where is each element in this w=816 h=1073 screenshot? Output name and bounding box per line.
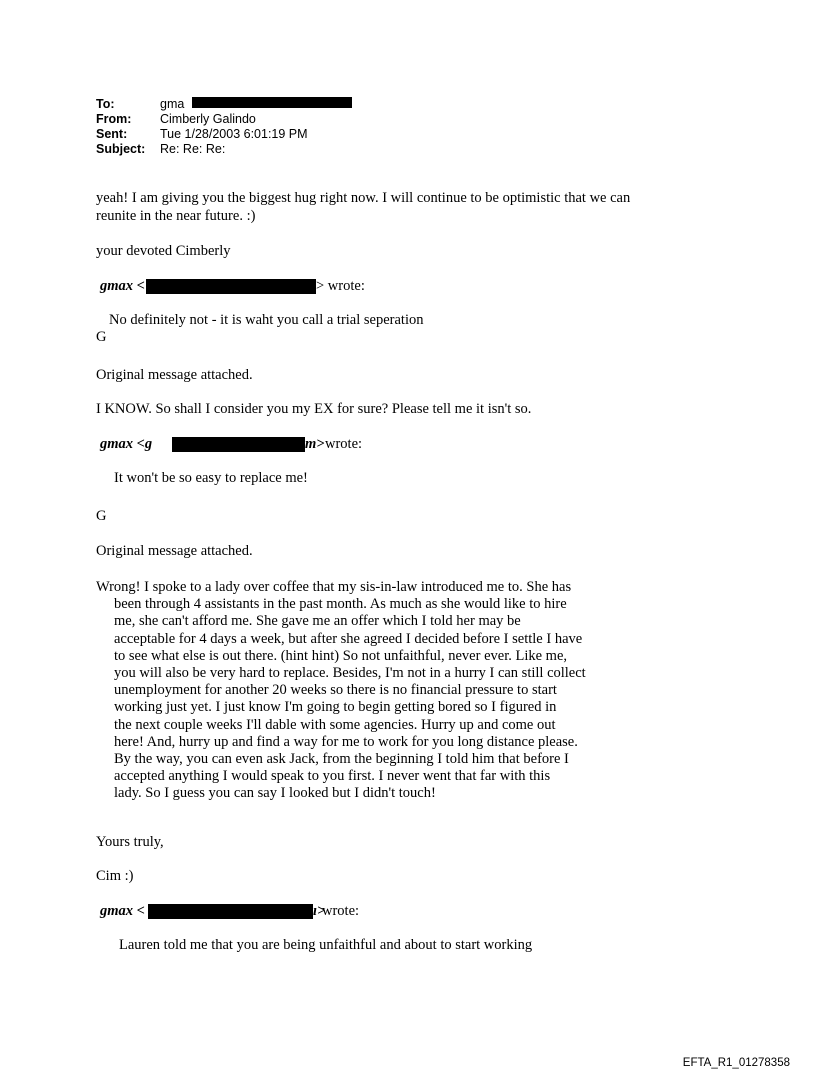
quote-sender-tail: m> xyxy=(305,436,325,452)
paragraph-line: been through 4 assistants in the past month. As much as she would like to hire xyxy=(114,596,567,613)
to-value: gma xyxy=(160,97,185,111)
document-id: EFTA_R1_01278358 xyxy=(682,1057,790,1069)
redaction-bar xyxy=(148,904,313,919)
paragraph-line: unemployment for another 20 weeks so there is no financial pressure to start xyxy=(114,682,557,699)
paragraph-line: here! And, hurry up and find a way for me to work for you long distance please. xyxy=(114,733,578,750)
paragraph-line: accepted anything I would speak to you first. I never went that far with this xyxy=(114,768,551,785)
signature: Cim :) xyxy=(96,868,134,884)
quote-wrote: wrote: xyxy=(325,436,363,452)
quote-sender: gmax < xyxy=(100,903,145,919)
quoted-text: No definitely not - it is waht you call a trial seperation xyxy=(109,312,424,328)
quoted-signature: G xyxy=(96,508,107,524)
paragraph-line: Wrong! I spoke to a lady over coffee that my sis-in-law introduced me to. She has xyxy=(96,579,572,595)
message-paragraph xyxy=(96,579,586,803)
original-message-note: Original message attached. xyxy=(96,543,253,559)
quote-sender-tail: ı> xyxy=(313,903,326,919)
paragraph-line: acceptable for 4 days a week, but after she agreed I decided before I settle I have xyxy=(114,630,583,647)
paragraph-line: working just yet. I just know I'm going to begin getting bored so I figured in xyxy=(114,699,557,716)
quoted-text: Lauren told me that you are being unfaithful and about to start working xyxy=(119,937,533,953)
paragraph-line: you will also be very hard to replace. Besides, I'm not in a hurry I can still collect xyxy=(114,665,586,682)
closing: Yours truly, xyxy=(96,834,164,850)
quoted-text: It won't be so easy to replace me! xyxy=(114,470,308,486)
redaction-bar xyxy=(192,97,352,108)
to-label: To: xyxy=(96,97,115,111)
quote-sender: gmax < xyxy=(100,278,145,294)
paragraph-line: the next couple weeks I'll dable with some agencies. Hurry up and come out xyxy=(114,716,556,733)
quote-wrote: wrote: xyxy=(322,903,360,919)
message-line: yeah! I am giving you the biggest hug right now. I will continue to be optimistic that we can xyxy=(96,190,631,206)
from-label: From: xyxy=(96,112,132,126)
sent-value: Tue 1/28/2003 6:01:19 PM xyxy=(160,127,308,141)
redaction-bar xyxy=(146,279,316,294)
redaction-bar xyxy=(172,437,305,452)
subject-label: Subject: xyxy=(96,142,146,156)
quote-wrote: > wrote: xyxy=(316,278,365,294)
paragraph-line: me, she can't afford me. She gave me an offer which I told her may be xyxy=(114,613,521,630)
message-line: I KNOW. So shall I consider you my EX for sure? Please tell me it isn't so. xyxy=(96,401,532,417)
paragraph-line: to see what else is out there. (hint hint) So not unfaithful, never ever. Like me, xyxy=(114,647,568,664)
sent-label: Sent: xyxy=(96,127,128,141)
signoff: your devoted Cimberly xyxy=(96,243,231,259)
subject-value: Re: Re: Re: xyxy=(160,142,226,156)
quoted-signature: G xyxy=(96,329,107,345)
from-value: Cimberly Galindo xyxy=(160,112,256,126)
quote-sender: gmax <g xyxy=(100,436,153,452)
original-message-note: Original message attached. xyxy=(96,367,253,383)
paragraph-line: By the way, you can even ask Jack, from the beginning I told him that before I xyxy=(114,751,569,768)
paragraph-line: lady. So I guess you can say I looked but I didn't touch! xyxy=(114,785,436,802)
message-line: reunite in the near future. :) xyxy=(96,208,256,224)
